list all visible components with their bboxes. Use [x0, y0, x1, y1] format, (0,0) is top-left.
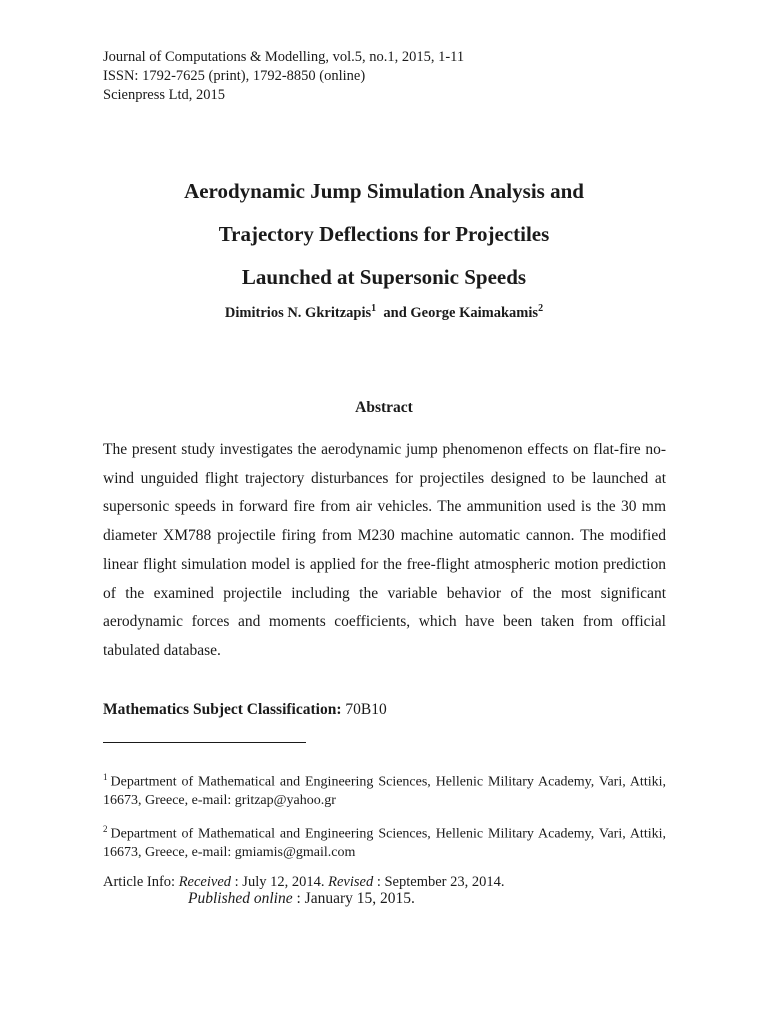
revised-label: Revised — [328, 874, 374, 890]
footnote-text: Department of Mathematical and Engineering Sciences, Hellenic Military Academy, Vari, Attiki, 16673, Greece, e-mail: gmiamis@gmail.com — [103, 826, 666, 860]
footnote — [103, 768, 666, 810]
journal-citation: Journal of Computations & Modelling, vol.5, no.1, 2015, 1-11 — [103, 49, 465, 65]
msc-value: 70B10 — [345, 701, 387, 718]
article-info-label: Article Info: — [103, 874, 176, 890]
received-label: Received — [178, 874, 232, 890]
journal-issn: ISSN: 1792-7625 (print), 1792-8850 (online) — [103, 68, 366, 84]
received-date: : July 12, 2014. — [234, 874, 325, 890]
abstract-heading: Abstract — [355, 399, 413, 416]
footnote-divider — [103, 742, 306, 743]
published-date: : January 15, 2015. — [296, 890, 415, 907]
author-conjunction: and — [383, 304, 407, 321]
published-online — [188, 890, 415, 908]
affiliation-mark: 1 — [371, 303, 377, 314]
abstract-text: The present study investigates the aerodynamic jump phenomenon effects on flat-fire no-wind unguided flight trajectory disturbances for projectiles designed to be launched at supersonic speeds in forward fire from air vehicles. The ammunition used is the 30 mm diameter XM788 projectile firing from M230 machine automatic cannon. The modified linear flight simulation model is applied for the free-flight atmospheric motion prediction of the examined projectile including the variable behavior of the most significant aerodynamic forces and moments coefficients, which have been taken from official tabulated database. — [103, 441, 666, 659]
journal-publisher: Scienpress Ltd, 2015 — [103, 87, 226, 103]
footnote-mark: 2 — [103, 824, 108, 834]
paper-title — [0, 170, 768, 299]
author-name: George Kaimakamis — [410, 304, 539, 321]
footnote-mark: 1 — [103, 772, 108, 782]
msc-label: Mathematics Subject Classification: — [103, 701, 342, 718]
title-line-1: Aerodynamic Jump Simulation Analysis and — [184, 179, 584, 203]
author-name: Dimitrios N. Gkritzapis — [224, 304, 372, 321]
title-line-3: Launched at Supersonic Speeds — [241, 265, 527, 289]
affiliation-mark: 2 — [538, 303, 544, 314]
published-label: Published online — [188, 890, 293, 907]
footnote — [103, 820, 666, 862]
footnote-text: Department of Mathematical and Engineering Sciences, Hellenic Military Academy, Vari, Attiki, 16673, Greece, e-mail: gritzap@yahoo.gr — [103, 774, 666, 808]
author-list — [0, 303, 768, 322]
subject-classification — [103, 701, 387, 719]
title-line-2: Trajectory Deflections for Projectiles — [218, 222, 550, 246]
revised-date: : September 23, 2014. — [376, 874, 505, 890]
journal-header — [103, 48, 464, 105]
